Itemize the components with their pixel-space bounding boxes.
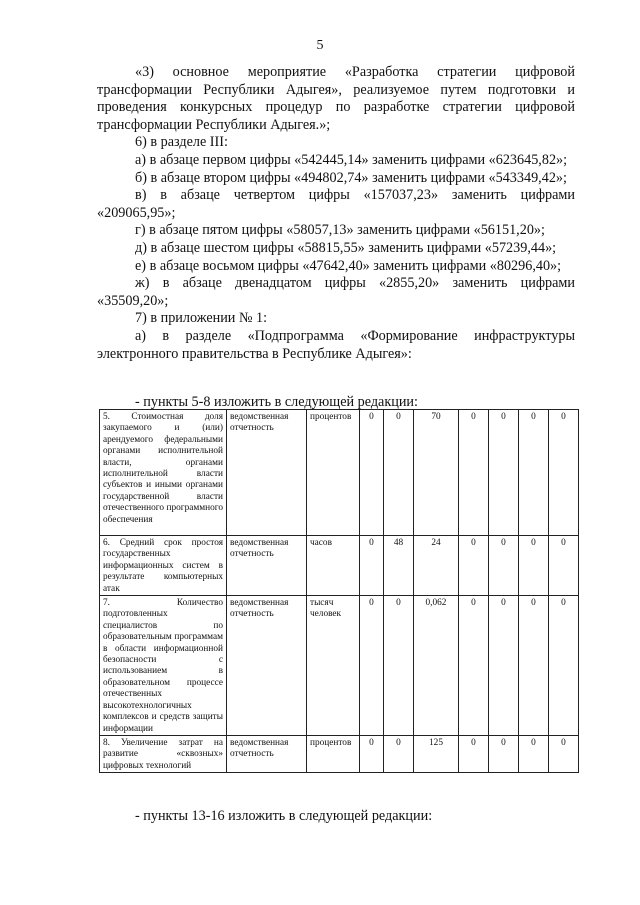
value-cell: 0 <box>360 410 384 536</box>
paragraph: 7) в приложении № 1: <box>135 310 268 327</box>
value-cell: 0 <box>459 596 489 736</box>
value-cell: 0,062 <box>414 596 459 736</box>
value-cell: 0 <box>384 410 414 536</box>
value-cell: 0 <box>384 735 414 772</box>
value-cell: 70 <box>414 410 459 536</box>
value-cell: 0 <box>384 596 414 736</box>
value-cell: 0 <box>519 596 549 736</box>
value-cell: 0 <box>360 536 384 596</box>
paragraph: 6) в разделе III: <box>135 134 228 151</box>
paragraph: ж) в абзаце двенадцатом цифры «2855,20» заменить цифрами «35509,20»; <box>97 275 575 309</box>
value-cell: 0 <box>549 596 579 736</box>
unit: процентов <box>307 410 360 536</box>
table-row <box>100 596 579 736</box>
data-source: ведомственная отчетность <box>227 410 307 536</box>
data-source: ведомственная отчетность <box>227 596 307 736</box>
value-cell: 0 <box>489 536 519 596</box>
page-number: 5 <box>316 38 324 53</box>
value-cell: 0 <box>459 536 489 596</box>
paragraph: д) в абзаце шестом цифры «58815,55» заменить цифрами «57239,44»; <box>135 239 557 256</box>
next-section-intro: - пункты 13-16 изложить в следующей редакции: <box>135 808 433 824</box>
value-cell: 0 <box>489 596 519 736</box>
value-cell: 0 <box>489 735 519 772</box>
value-cell: 0 <box>519 410 549 536</box>
table-row <box>100 536 579 596</box>
value-cell: 24 <box>414 536 459 596</box>
indicators-table <box>99 409 579 773</box>
table-row <box>100 410 579 536</box>
unit: тысяч человек <box>307 596 360 736</box>
data-source: ведомственная отчетность <box>227 536 307 596</box>
indicator-name: 5. Стоимостная доля закупаемого и (или) арендуемого федеральными органами исполнительной власти, органами исполнительной власти субъектов и иными органами государственной власти отечественного программного обеспечения <box>100 410 227 536</box>
data-source: ведомственная отчетность <box>227 735 307 772</box>
table-row <box>100 735 579 772</box>
paragraph: г) в абзаце пятом цифры «58057,13» заменить цифрами «56151,20»; <box>135 222 545 239</box>
value-cell: 48 <box>384 536 414 596</box>
paragraph: а) в абзаце первом цифры «542445,14» заменить цифрами «623645,82»; <box>135 151 568 168</box>
paragraph: е) в абзаце восьмом цифры «47642,40» заменить цифрами «80296,40»; <box>135 257 562 274</box>
value-cell: 0 <box>459 735 489 772</box>
value-cell: 0 <box>549 536 579 596</box>
table-intro: - пункты 5-8 изложить в следующей редакции: <box>135 394 418 410</box>
indicator-name: 8. Увеличение затрат на развитие «сквозных» цифровых технологий <box>100 735 227 772</box>
paragraph: в) в абзаце четвертом цифры «157037,23» заменить цифрами «209065,95»; <box>97 187 575 221</box>
value-cell: 0 <box>549 410 579 536</box>
paragraph: б) в абзаце втором цифры «494802,74» заменить цифрами «543349,42»; <box>135 169 567 186</box>
value-cell: 0 <box>489 410 519 536</box>
value-cell: 0 <box>549 735 579 772</box>
value-cell: 0 <box>519 536 549 596</box>
indicator-name: 6. Средний срок простоя государственных информационных систем в результате компьютерных атак <box>100 536 227 596</box>
value-cell: 0 <box>360 596 384 736</box>
unit: часов <box>307 536 360 596</box>
value-cell: 125 <box>414 735 459 772</box>
paragraph: а) в разделе «Подпрограмма «Формирование инфраструктуры электронного правительства в Республике Адыгея»: <box>97 327 575 362</box>
value-cell: 0 <box>360 735 384 772</box>
paragraph: «3) основное мероприятие «Разработка стратегии цифровой трансформации Республики Адыгея», реализуемое путем подготовки и проведения конкурсных процедур по разработке стратегии цифровой трансформации Республики Адыгея.»; <box>97 64 575 133</box>
indicator-name: 7. Количество подготовленных специалистов по образовательным программам в области информационной безопасности с использованием в образовательном процессе отечественных высокотехнологичных комплексов и средств защиты информации <box>100 596 227 736</box>
unit: процентов <box>307 735 360 772</box>
value-cell: 0 <box>459 410 489 536</box>
value-cell: 0 <box>519 735 549 772</box>
body-text <box>97 64 575 363</box>
